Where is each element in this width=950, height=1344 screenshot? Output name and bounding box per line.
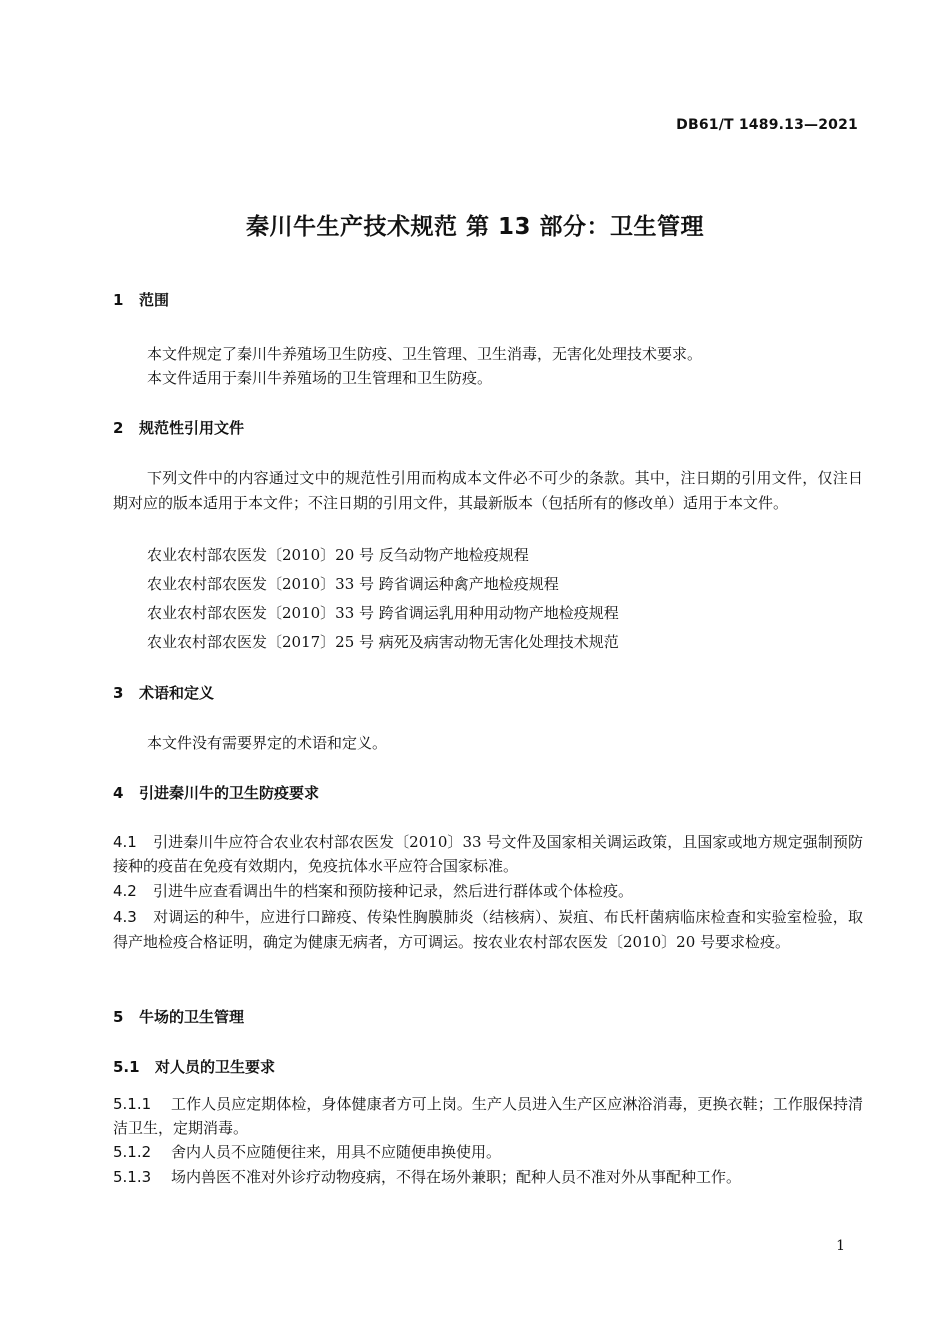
clause-4-3 <box>113 905 863 954</box>
clause-number: 5.1.2 <box>113 1143 152 1161</box>
clause-5-1-1 <box>113 1092 863 1140</box>
normative-references-intro: 下列文件中的内容通过文中的规范性引用而构成本文件必不可少的条款。其中，注日期的引用文件，仅注日期对应的版本适用于本文件；不注日期的引用文件，其最新版本（包括所有的修改单）适用于本文件。 <box>113 469 863 512</box>
clause-number: 4.2 <box>113 882 137 900</box>
subsection-number: 5.1 <box>113 1058 140 1076</box>
reference-item: 农业农村部农医发〔2017〕25 号 病死及病害动物无害化处理技术规范 <box>147 633 619 651</box>
reference-item: 农业农村部农医发〔2010〕33 号 跨省调运乳用种用动物产地检疫规程 <box>147 604 619 622</box>
clause-number: 5.1.1 <box>113 1095 152 1113</box>
clause-text: 工作人员应定期体检，身体健康者方可上岗。生产人员进入生产区应淋浴消毒，更换衣鞋；工作服保持清洁卫生，定期消毒。 <box>113 1095 863 1137</box>
section-4-heading <box>113 782 319 803</box>
clause-number: 4.3 <box>113 908 137 926</box>
subsection-5-1-heading <box>113 1056 275 1077</box>
reference-item: 农业农村部农医发〔2010〕20 号 反刍动物产地检疫规程 <box>147 546 529 564</box>
clause-text: 引进牛应查看调出牛的档案和预防接种记录，然后进行群体或个体检疫。 <box>153 882 634 900</box>
page-number: 1 <box>836 1238 845 1254</box>
clause-text: 舍内人员不应随便往来，用具不应随便串换使用。 <box>171 1143 502 1161</box>
section-number: 1 <box>113 291 124 309</box>
clause-5-1-2 <box>113 1141 863 1164</box>
scope-paragraph-1: 本文件规定了秦川牛养殖场卫生防疫、卫生管理、卫生消毒，无害化处理技术要求。 <box>147 345 703 363</box>
terms-paragraph: 本文件没有需要界定的术语和定义。 <box>147 734 388 752</box>
section-number: 5 <box>113 1008 124 1026</box>
section-number: 2 <box>113 419 124 437</box>
clause-5-1-3 <box>113 1166 863 1189</box>
clause-number: 5.1.3 <box>113 1168 152 1186</box>
section-number: 3 <box>113 684 124 702</box>
clause-number: 4.1 <box>113 833 137 851</box>
section-2-heading <box>113 417 244 438</box>
section-1-heading <box>113 289 169 310</box>
section-title: 范围 <box>139 291 170 309</box>
subsection-title: 对人员的卫生要求 <box>155 1058 276 1076</box>
reference-item: 农业农村部农医发〔2010〕33 号 跨省调运种禽产地检疫规程 <box>147 575 559 593</box>
section-title: 牛场的卫生管理 <box>139 1008 245 1026</box>
scope-paragraph-2: 本文件适用于秦川牛养殖场的卫生管理和卫生防疫。 <box>147 369 493 387</box>
document-title: 秦川牛生产技术规范 第 13 部分：卫生管理 <box>245 214 705 240</box>
clause-text: 场内兽医不准对外诊疗动物疫病，不得在场外兼职；配种人员不准对外从事配种工作。 <box>171 1168 742 1186</box>
clause-4-2 <box>113 880 863 903</box>
clause-text: 引进秦川牛应符合农业农村部农医发〔2010〕33 号文件及国家相关调运政策，且国家或地方规定强制预防接种的疫苗在免疫有效期内，免疫抗体水平应符合国家标准。 <box>113 833 863 875</box>
clause-text: 对调运的种牛，应进行口蹄疫、传染性胸膜肺炎（结核病）、炭疽、布氏杆菌病临床检查和实验室检验，取得产地检疫合格证明，确定为健康无病者，方可调运。按农业农村部农医发〔2010〕20 号要求检疫。 <box>113 908 863 951</box>
section-3-heading <box>113 682 214 703</box>
standard-code: DB61/T 1489.13—2021 <box>676 117 858 133</box>
section-5-heading <box>113 1006 244 1027</box>
section-number: 4 <box>113 784 124 802</box>
section-title: 术语和定义 <box>139 684 215 702</box>
section-title: 规范性引用文件 <box>139 419 245 437</box>
section-title: 引进秦川牛的卫生防疫要求 <box>139 784 320 802</box>
clause-4-1 <box>113 830 863 878</box>
